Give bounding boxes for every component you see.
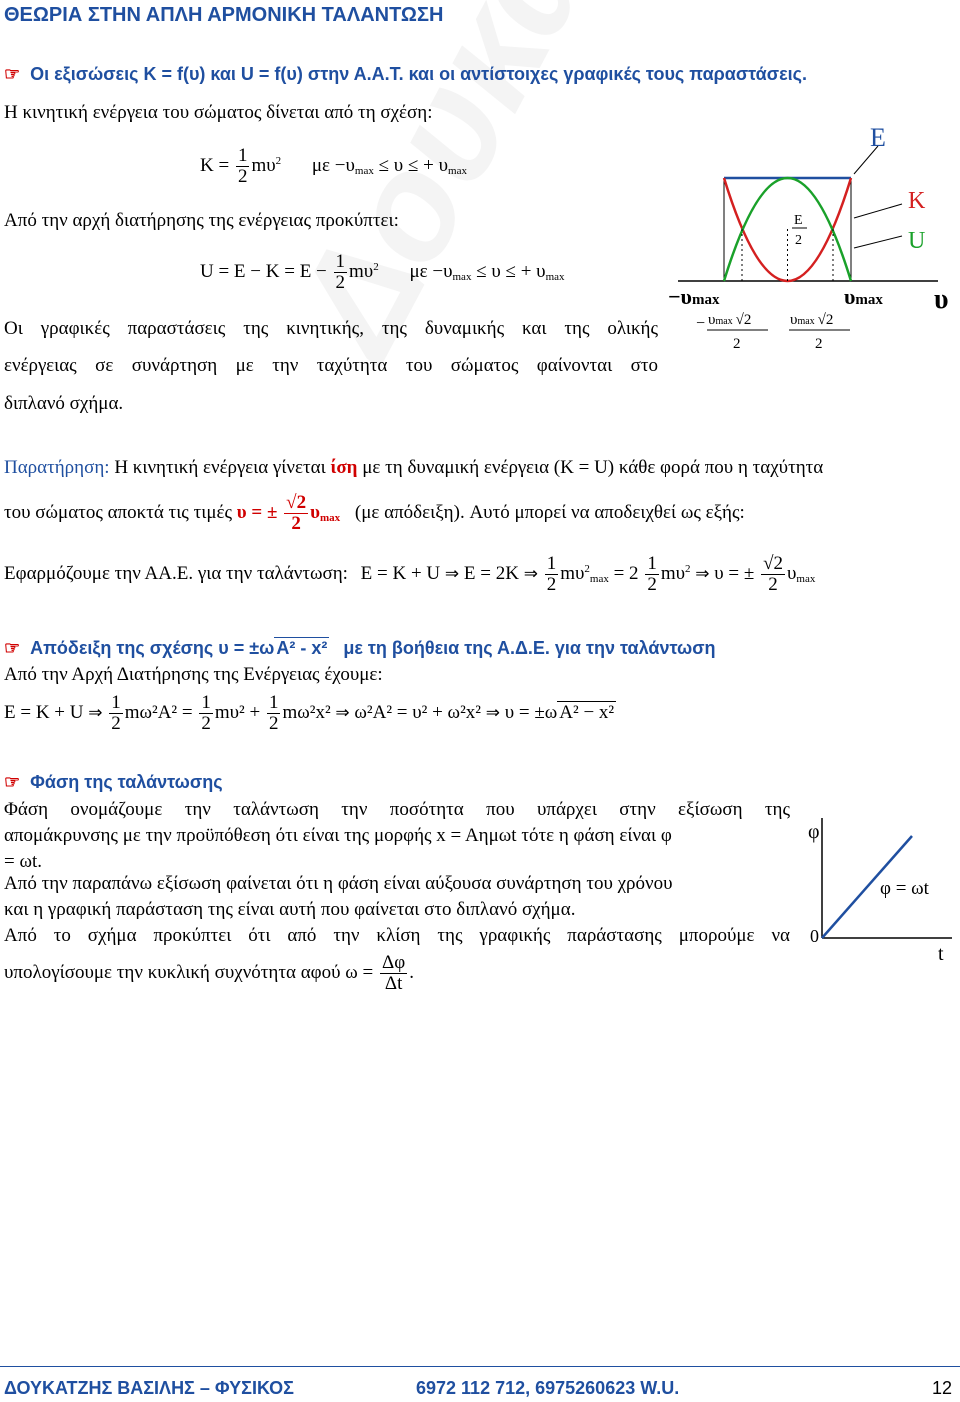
omega-fraction: $\frac{\Delta\varphi}{\Delta t}$ bbox=[382, 952, 406, 994]
proof-heading-root: A² - x² bbox=[276, 638, 328, 658]
remark-label: Παρατήρηση: bbox=[4, 457, 110, 478]
phase-graph bbox=[800, 808, 960, 968]
axis-label-minus-vmax: −υmax bbox=[668, 284, 720, 309]
remark-value: υ = ± bbox=[236, 501, 278, 523]
axis-label-vmax: υmax bbox=[844, 284, 883, 309]
eq-condition: με −υ bbox=[409, 260, 453, 282]
proof-equation: E = K + U ⇒ $\frac{1}{2}$ mω²A² = $\frac{1}{2}$ mυ² + $\frac{1}{2}$ mω²x² ⇒ ω²A² = υ² + ω²x² ⇒ υ = ±ω A² − x² bbox=[4, 692, 615, 734]
label-K: K bbox=[908, 188, 926, 214]
label-U: U bbox=[908, 228, 926, 254]
equation-kinetic: K = $\frac{1}{2}$ $m\upsilon^2$ $\mu\varepsilon -\upsilon_{max} \le \upsilon$ ≤ + $\upsilon_{max}$ bbox=[200, 145, 467, 187]
page-title: ΘΕΩΡΙΑ ΣΤΗΝ ΑΠΛΗ ΑΡΜΟΝΙΚΗ ΤΑΛΑΝΤΩΣΗ bbox=[4, 4, 444, 26]
phase-line1: Φάση ονομάζουμε την ταλάντωση την ποσότητα που υπάρχει στην εξίσωση της bbox=[4, 799, 790, 820]
footer-rule bbox=[0, 1366, 960, 1367]
pointing-hand-icon: ☞ bbox=[4, 772, 21, 792]
implies-arrow-icon: ⇒ bbox=[695, 563, 710, 584]
phase-line6: Από το σχήμα προκύπτει ότι από την κλίση της γραφικής παράστασης μπορούμε να bbox=[4, 925, 790, 946]
paragraph-conservation: Από την αρχή διατήρησης της ενέργειας προκύπτει: bbox=[4, 210, 399, 231]
label-E-half-den: 2 bbox=[795, 233, 802, 248]
remark-line1: Παρατήρηση: Η κινητική ενέργεια γίνεται ίση με τη δυναμική ενέργεια (K = U) κάθε φορά που η ταχύτητα bbox=[4, 457, 824, 478]
arrow-to-U bbox=[854, 236, 902, 248]
section-heading-equations bbox=[4, 64, 807, 85]
fraction-half: $\frac{1}{2}$ bbox=[237, 145, 248, 187]
phase-line2: απομάκρυνσης με την προϋπόθεση ότι είναι της μορφής x = Aημωt τότε η φάση είναι φ bbox=[4, 825, 672, 846]
axis-variable-v: υ bbox=[934, 284, 949, 315]
label-E: E bbox=[870, 123, 886, 152]
eq-condition: με −υ bbox=[311, 154, 355, 176]
paragraph-kinetic: Η κινητική ενέργεια του σώματος δίνεται από τη σχέση: bbox=[4, 102, 433, 123]
tick-left-num: υmax √2 bbox=[708, 312, 752, 328]
paragraph-graphs-line2: ενέργειας σε συνάρτηση με την ταχύτητα του σώματος φαίνονται στο bbox=[4, 355, 658, 376]
implies-arrow-icon: ⇒ bbox=[88, 702, 103, 723]
implies-arrow-icon: ⇒ bbox=[485, 702, 500, 723]
implies-arrow-icon: ⇒ bbox=[335, 702, 350, 723]
eq-rhs: mυ bbox=[251, 154, 276, 176]
remark-highlight: ίση bbox=[330, 457, 358, 478]
arrow-to-K bbox=[854, 204, 902, 218]
phase-line3: = ωt. bbox=[4, 851, 42, 872]
phase-graph-origin: 0 bbox=[810, 926, 819, 946]
eq-lhs: K = bbox=[200, 154, 230, 176]
eq-lhs: U = E − K = E − bbox=[200, 260, 327, 282]
equation-potential: U = E − K = E − $\frac{1}{2}$ $m\upsilon^2$ $\mu\varepsilon -\upsilon_{max} \le \upsilon$ ≤ + $\upsilon_{max}$ bbox=[200, 251, 565, 293]
energy-graph bbox=[668, 118, 960, 368]
fraction-half: $\frac{1}{2}$ bbox=[335, 251, 346, 293]
remark-line2: του σώματος αποκτά τις τιμές υ = ± $\frac{√2}{2}$ $\upsilon_{max}$ (με απόδειξη). Αυτό μπορεί να αποδειχθεί ως εξής: bbox=[4, 492, 745, 534]
page-number: 12 bbox=[932, 1378, 953, 1398]
phase-heading: ☞ Φάση της ταλάντωσης bbox=[4, 772, 223, 792]
implies-arrow-icon: ⇒ bbox=[444, 563, 460, 584]
remark-line3: Εφαρμόζουμε την ΑΑ.Ε. για την ταλάντωση: E = K + U ⇒ E = 2K ⇒ $\frac{1}{2}$ $m\upsilon^2_{max} = 2$ $\frac{1}{2}$ $m\upsilon^2$ ⇒ υ = ± $\frac{√2}{2}$ $\upsilon_{max}$ bbox=[4, 553, 816, 595]
proof-heading: ☞ Απόδειξη της σχέσης υ = ±ω A² - x² με τη βοήθεια της Α.Δ.Ε. για την ταλάντωση bbox=[4, 638, 716, 658]
phase-graph-ylabel: φ bbox=[808, 821, 820, 843]
phase-line5: και η γραφική παράσταση της είναι αυτή που φαίνεται στο διπλανό σχήμα. bbox=[4, 899, 576, 920]
tick-right-den: 2 bbox=[815, 336, 823, 352]
paragraph-graphs-line1: Οι γραφικές παραστάσεις της κινητικής, της δυναμικής και της ολικής bbox=[4, 318, 658, 339]
tick-right-num: υmax √2 bbox=[790, 312, 834, 328]
remark-fraction: $\frac{√2}{2}$ bbox=[286, 492, 307, 534]
phase-line4: Από την παραπάνω εξίσωση φαίνεται ότι η φάση είναι αύξουσα συνάρτηση του χρόνου bbox=[4, 873, 673, 894]
phase-graph-xlabel: t bbox=[938, 943, 944, 965]
pointing-hand-icon: ☞ bbox=[4, 638, 21, 658]
section-heading-text: Οι εξισώσεις K = f(υ) και U = f(υ) στην Α.Α.Τ. και οι αντίστοιχες γραφικές τους παραστάσεις. bbox=[30, 64, 807, 84]
pointing-hand-icon: ☞ bbox=[4, 64, 21, 84]
paragraph-graphs-line3: διπλανό σχήμα. bbox=[4, 393, 124, 414]
footer-phones: 6972 112 712, 6975260623 W.U. bbox=[416, 1378, 680, 1398]
footer-author: ΔΟΥΚΑΤΖΗΣ ΒΑΣΙΛΗΣ – ΦΥΣΙΚΟΣ bbox=[4, 1378, 294, 1398]
tick-minus-sign: − bbox=[696, 315, 706, 332]
phase-line7: υπολογίσουμε την κυκλική συχνότητα αφού ω = $\frac{\Delta\varphi}{\Delta t}$ . bbox=[4, 952, 414, 994]
implies-arrow-icon: ⇒ bbox=[523, 563, 538, 584]
proof-intro: Από την Αρχή Διατήρησης της Ενέργειας έχουμε: bbox=[4, 664, 383, 685]
label-E-half-num: E bbox=[794, 213, 803, 228]
phase-graph-line-label: φ = ωt bbox=[880, 878, 929, 899]
tick-left-den: 2 bbox=[733, 336, 741, 352]
